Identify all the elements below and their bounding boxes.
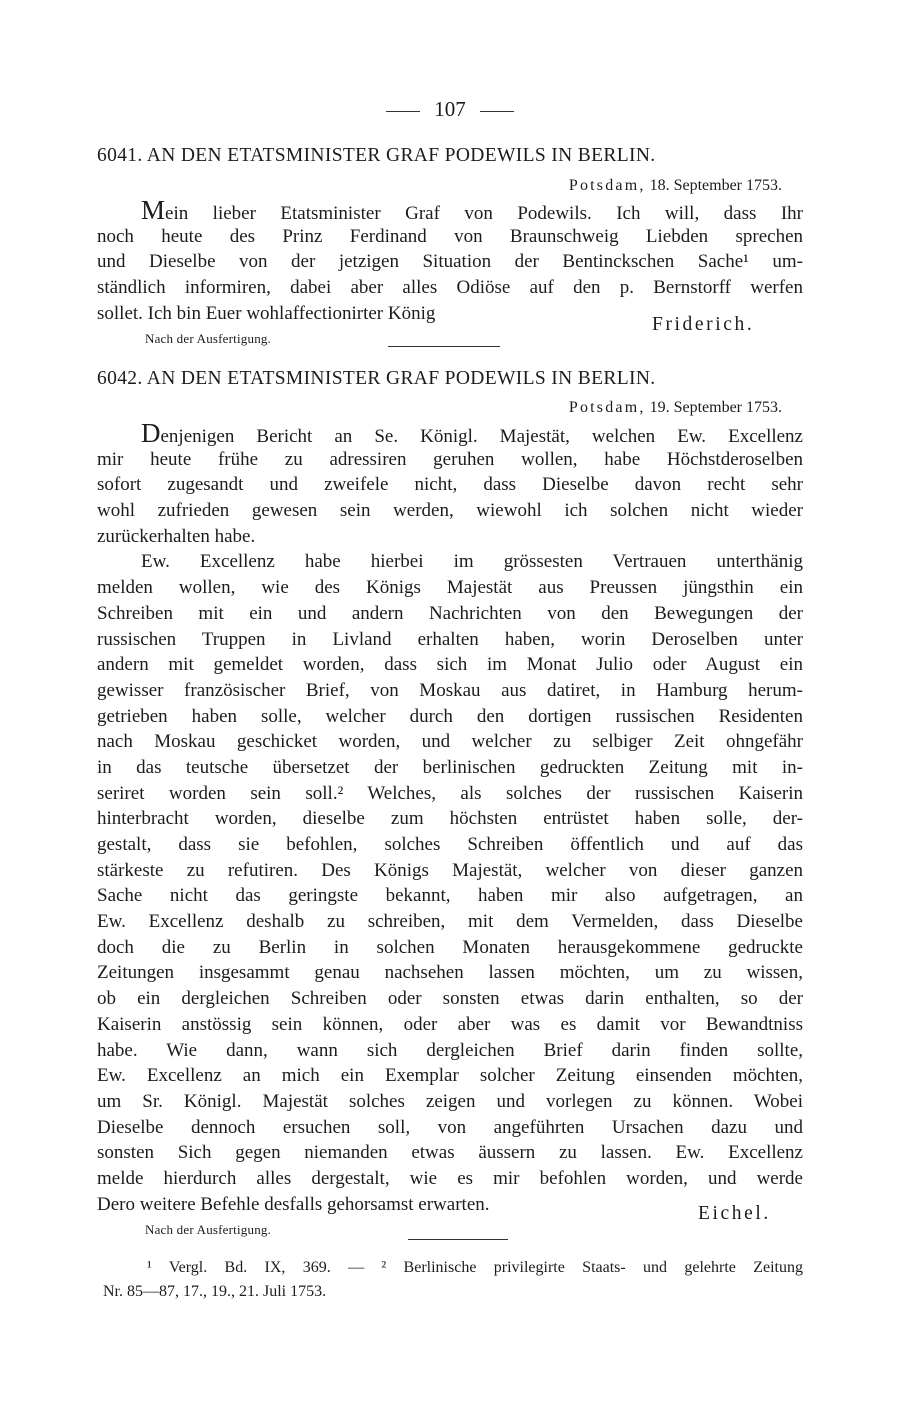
body-line: Sache nicht das geringste bekannt, haben mir also aufgetragen, an — [97, 885, 803, 907]
letter-place-date — [500, 398, 782, 418]
letter-place: Potsdam, — [568, 399, 646, 416]
footnote-line: Nr. 85—87, 17., 19., 21. Juli 1753. — [103, 1283, 327, 1300]
letter-date: 19. September 1753. — [649, 399, 782, 416]
body-line: melde hierdurch alles dergestalt, wie es mir befohlen worden, und werde — [97, 1167, 803, 1189]
body-line: Dieselbe dennoch ersuchen soll, von angeführten Ursachen dazu und — [97, 1116, 803, 1138]
body-line: in das teutsche übersetzet der berlinischen gedruckten Zeitung mit in- — [97, 756, 803, 778]
body-line: ständlich informiren, dabei aber alles Odiöse auf den p. Bernstorff werfen — [97, 277, 803, 299]
page-number-dash-left — [386, 111, 420, 112]
body-line: wohl zufrieden gewesen sein werden, wiewohl ich solchen nicht wieder — [97, 500, 803, 522]
body-line: noch heute des Prinz Ferdinand von Braunschweig Liebden sprechen — [97, 225, 803, 247]
body-line: stärkeste zu refutiren. Des Königs Majestät, welcher von dieser ganzen — [97, 859, 803, 881]
body-line: hinterbracht worden, dieselbe zum höchsten entrüstet haben solle, der- — [97, 808, 803, 830]
body-line: sonsten Sich gegen niemanden etwas äussern zu lassen. Ew. Excellenz — [97, 1142, 803, 1164]
body-line: Kaiserin anstössig sein können, oder aber was es damit vor Bewandtniss — [97, 1013, 803, 1035]
letter-heading: 6041. AN DEN ETATSMINISTER GRAF PODEWILS IN BERLIN. — [97, 145, 656, 166]
body-line: Denjenigen Bericht an Se. Königl. Majestät, welchen Ew. Excellenz — [141, 418, 803, 448]
body-line: Ew. Excellenz deshalb zu schreiben, mit dem Vermelden, dass Dieselbe — [97, 911, 803, 933]
page-number-dash-right — [480, 111, 514, 112]
body-line: Zeitungen insgesammt genau nachsehen lassen möchten, um zu wissen, — [97, 962, 803, 984]
page-number-text: 107 — [434, 97, 466, 121]
page-number — [0, 96, 900, 122]
body-line: um Sr. Königl. Majestät solches zeigen und vorlegen zu können. Wobei — [97, 1090, 803, 1112]
body-line: doch die zu Berlin in solchen Monaten herausgekommene gedruckte — [97, 936, 803, 958]
body-line: andern mit gemeldet worden, dass sich im Monat Julio oder August ein — [97, 654, 803, 676]
body-line: nach Moskau geschicket worden, und welcher zu selbiger Zeit ohngefähr — [97, 731, 803, 753]
letter-signature: Eichel. — [698, 1203, 771, 1224]
body-line: habe. Wie dann, wann sich dergleichen Brief darin finden sollte, — [97, 1039, 803, 1061]
body-line: Ew. Excellenz an mich ein Exemplar solcher Zeitung einsenden möchten, — [97, 1065, 803, 1087]
letter-date: 18. September 1753. — [649, 177, 782, 194]
section-divider — [388, 346, 500, 347]
source-note: Nach der Ausfertigung. — [145, 331, 272, 346]
body-line: Mein lieber Etatsminister Graf von Podewils. Ich will, dass Ihr — [141, 195, 803, 225]
body-line: gestalt, dass sie befohlen, solches Schreiben öffentlich und auf das — [97, 834, 803, 855]
body-line: seriret worden sein soll.² Welches, als solches der russischen Kaiserin — [97, 782, 803, 804]
body-line: Dero weitere Befehle desfalls gehorsamst erwarten. — [97, 1193, 490, 1215]
footnotes — [103, 1256, 803, 1304]
body-line: sollet. Ich bin Euer wohlaffectionirter König — [97, 302, 436, 324]
body-line: gewisser französischer Brief, von Moskau aus datiret, in Hamburg herum- — [97, 679, 803, 701]
body-line: russischen Truppen in Livland erhalten haben, worin Deroselben unter — [97, 628, 803, 650]
body-line: melden wollen, wie des Königs Majestät aus Preussen jüngsthin ein — [97, 577, 803, 599]
body-line: mir heute frühe zu adressiren geruhen wollen, habe Höchstderoselben — [97, 448, 803, 470]
letter-body — [97, 195, 803, 326]
source-note: Nach der Ausfertigung. — [145, 1222, 272, 1237]
letter-place-date — [500, 176, 782, 196]
section-divider — [408, 1239, 508, 1240]
body-line: zurückerhalten habe. — [97, 525, 256, 547]
letter-body — [97, 418, 803, 1217]
letter-signature: Friderich. — [652, 314, 755, 335]
body-line: sofort zugesandt und zweifele nicht, dass Dieselbe davon recht sehr — [97, 474, 803, 496]
letter-heading: 6042. AN DEN ETATSMINISTER GRAF PODEWILS IN BERLIN. — [97, 368, 656, 389]
footnote-line: ¹ Vergl. Bd. IX, 369. — ² Berlinische privilegirte Staats- und gelehrte Zeitung — [147, 1259, 803, 1276]
letter-place: Potsdam, — [568, 177, 646, 194]
body-line: ob ein dergleichen Schreiben oder sonsten etwas darin enthalten, so der — [97, 988, 803, 1010]
body-line: getrieben haben solle, welcher durch den dortigen russischen Residenten — [97, 705, 803, 727]
body-line: Ew. Excellenz habe hierbei im grössesten Vertrauen unterthänig — [141, 551, 803, 573]
body-line: und Dieselbe von der jetzigen Situation der Bentinckschen Sache¹ um- — [97, 251, 803, 273]
body-line: Schreiben mit ein und andern Nachrichten von den Bewegungen der — [97, 602, 803, 624]
